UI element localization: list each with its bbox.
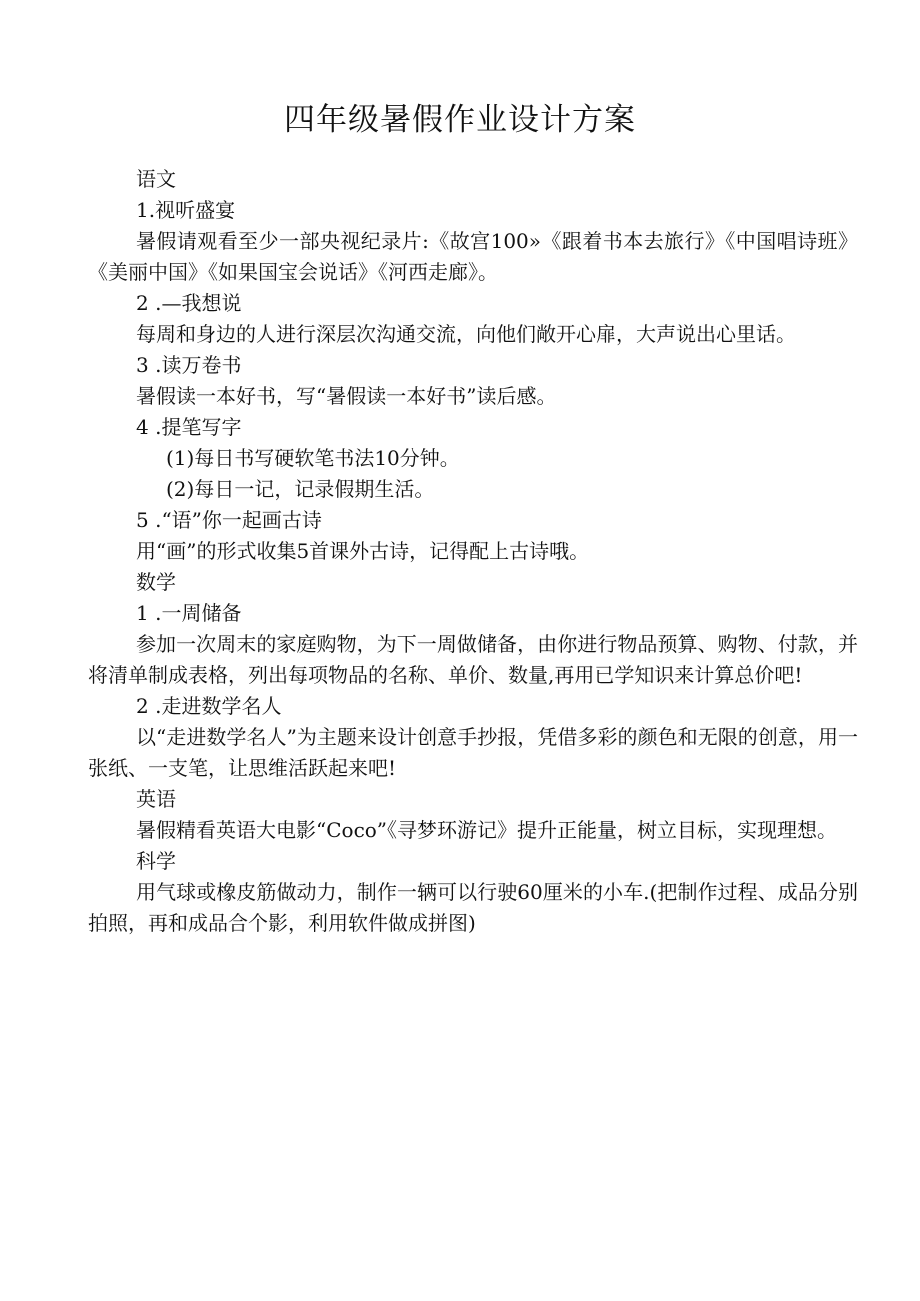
item-paragraph: 暑假请观看至少一部央视纪录片:《故宫100»《跟着书本去旅行》《中国唱诗班》《美丽中国》《如果国宝会说话》《河西走廊》。	[88, 229, 858, 284]
item-paragraph: 参加一次周末的家庭购物，为下一周做储备，由你进行物品预算、购物、付款，并将清单制成表格，列出每项物品的名称、单价、数量,再用已学知识来计算总价吧!	[88, 632, 858, 687]
item-heading: 1.视听盛宴	[136, 198, 236, 222]
item-paragraph: 以“走进数学名人”为主题来设计创意手抄报，凭借多彩的颜色和无限的创意，用一张纸、一支笔，让思维活跃起来吧!	[88, 725, 858, 780]
item-heading: 4 .提笔写字	[136, 415, 242, 439]
section-heading-english: 英语	[136, 787, 176, 811]
item-heading: 1 .一周储备	[136, 601, 242, 625]
item-paragraph: 每周和身边的人进行深层次沟通交流，向他们敞开心扉，大声说出心里话。	[136, 322, 796, 346]
item-heading: 5 .“语”你一起画古诗	[136, 508, 322, 532]
page-title: 四年级暑假作业设计方案	[284, 102, 636, 138]
sub-item: (2)每日一记，记录假期生活。	[166, 477, 435, 501]
sub-item: (1)每日书写硬软笔书法10分钟。	[166, 446, 460, 470]
item-heading: 2 .走进数学名人	[136, 694, 282, 718]
section-heading-chinese: 语文	[136, 167, 176, 191]
item-paragraph: 用“画”的形式收集5首课外古诗，记得配上古诗哦。	[136, 539, 590, 563]
item-heading: 2 .—我想说	[136, 291, 242, 315]
item-paragraph: 用气球或橡皮筋做动力，制作一辆可以行驶60厘米的小车.(把制作过程、成品分别拍照，再和成品合个影，利用软件做成拼图)	[88, 880, 858, 935]
section-heading-math: 数学	[136, 570, 176, 594]
item-paragraph: 暑假精看英语大电影“Coco”《寻梦环游记》提升正能量，树立目标，实现理想。	[136, 818, 838, 842]
document-body	[88, 164, 858, 939]
section-heading-science: 科学	[136, 849, 176, 873]
item-paragraph: 暑假读一本好书，写“暑假读一本好书”读后感。	[136, 384, 557, 408]
item-heading: 3 .读万卷书	[136, 353, 242, 377]
